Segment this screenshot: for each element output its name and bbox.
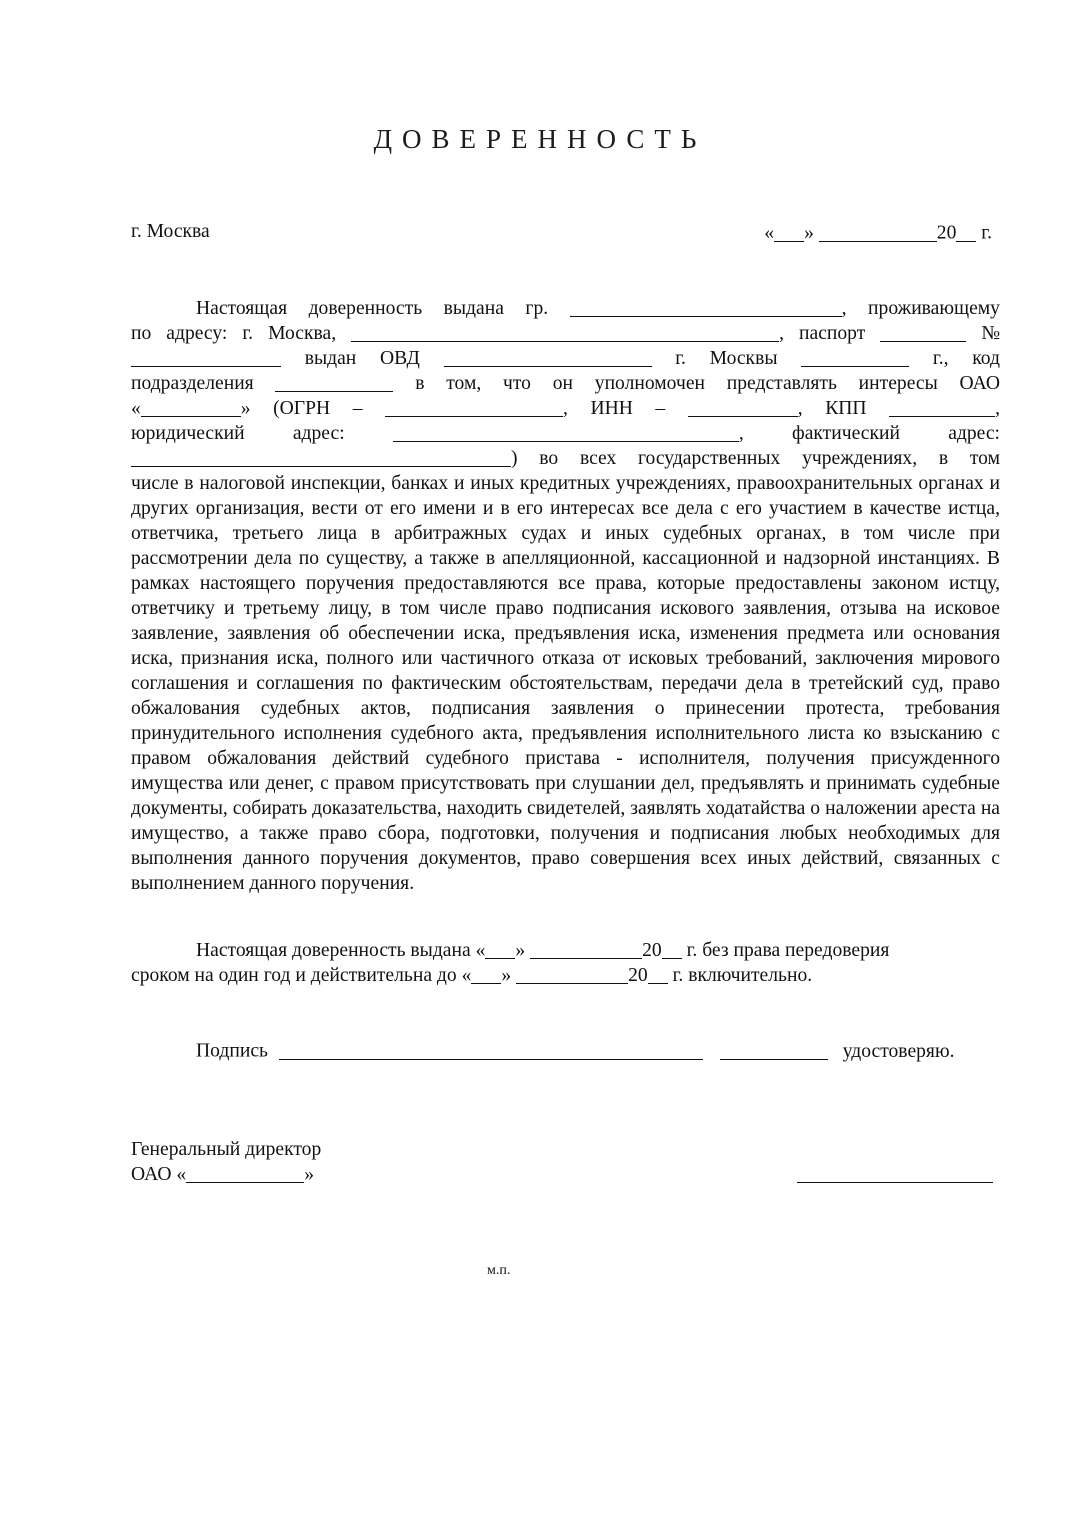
validity-line-2 <box>131 963 1000 988</box>
director-title: Генеральный директор <box>131 1139 322 1160</box>
passport-date-blank <box>801 346 909 367</box>
paragraph-rest: числе в налоговой инспекции, банках и иных кредитных учреждениях, правоохранительных органах и других организация, вести от его имени и в его интересах все дела с его участием в качестве истца, ответчика, третьего лица в арбитражных судах и иных судебных органах, в том числе при рассмотрении дела по существу, а также в апелляционной, кассационной и надзорной инстанциях. В рамках настоящего поручения предоставляются все права, которые предоставлены законом истцу, ответчику и третьему лицу, в том числе право подписания искового заявления, отзыва на исковое заявление, заявления об обеспечении иска, предъявления иска, изменения предмета или основания иска, признания иска, полного или частичного отказа от исковых требований, заключения мирового соглашения и соглашения по фактическим обстоятельствам, передачи дела в третейский суд, право обжалования судебных актов, подписания заявления о принесении протеста, требования принудительного исполнения судебного акта, предъявления исполнительного листа ко взысканию с правом обжалования действий судебного пристава - исполнителя, получения присужденного имущества или денег, с правом присутствовать при слушании дел, предъявлять и принимать судебные документы, собирать доказательства, находить свидетелей, заявлять ходатайства о наложении ареста на имущество, а также право сбора, подготовки, получения и подписания любых необходимых для выполнения данного поручения документов, право совершения всех иных действий, связанных с выполнением данного поручения. <box>131 473 1000 894</box>
valid-month-blank <box>516 963 628 984</box>
line-4 <box>131 371 1000 396</box>
validity-line-1 <box>131 938 1000 963</box>
passport-number-blank <box>131 346 281 367</box>
line-2 <box>131 321 1000 346</box>
passport-series-blank <box>880 321 966 342</box>
signature-name-blank <box>720 1039 828 1060</box>
line-6 <box>131 421 1000 446</box>
address-blank <box>351 321 779 342</box>
issue-date <box>764 221 992 245</box>
text-legal-address: юридический адрес: <box>131 423 345 444</box>
line-3 <box>131 346 1000 371</box>
text-kpp: , КПП <box>797 398 867 419</box>
text-issued-date: Настоящая доверенность выдана « <box>196 940 486 961</box>
text-close-quote-1: » <box>515 940 526 961</box>
date-close-quote: » <box>804 222 814 244</box>
year-prefix: 20 <box>936 222 957 244</box>
org-suffix: » <box>304 1164 314 1185</box>
city: г. Москва <box>131 221 210 242</box>
validity-paragraph <box>131 938 1000 988</box>
inn-blank <box>688 396 798 417</box>
subdivision-code-blank <box>275 371 393 392</box>
org-prefix: ОАО « <box>131 1164 187 1185</box>
text-issued-to: Настоящая доверенность выдана гр. <box>196 298 549 319</box>
date-open-quote: « <box>764 222 775 244</box>
text-number-sign: № <box>981 323 1001 344</box>
text-valid-until: сроком на один год и действительна до « <box>131 965 472 986</box>
document-title: ДОВЕРЕННОСТЬ <box>373 124 707 154</box>
citizen-name-blank <box>570 296 842 317</box>
director-org <box>131 1162 321 1187</box>
text-inclusive: г. включительно. <box>667 965 813 986</box>
month-blank <box>819 221 937 242</box>
text-passport: , паспорт <box>779 323 866 344</box>
year-blank <box>956 221 976 242</box>
text-no-delegation: г. без права передоверия <box>681 940 890 961</box>
text-all-institutions: ) во всех государственных учреждениях, в том <box>511 448 1000 469</box>
text-ogrn: » (ОГРН – <box>240 398 363 419</box>
director-signature-blank <box>797 1182 993 1183</box>
signature-label: Подпись <box>196 1040 268 1062</box>
ovd-blank <box>444 346 652 367</box>
text-address: по адресу: г. Москва, <box>131 323 337 344</box>
text-code: г., код <box>932 348 1000 369</box>
valid-day-blank <box>471 963 501 984</box>
kpp-blank <box>889 396 995 417</box>
ogrn-blank <box>385 396 563 417</box>
signature-blank <box>279 1039 703 1060</box>
text-close-quote-2: » <box>501 965 512 986</box>
text-comma: , <box>995 398 1000 419</box>
text-actual-address: , фактический адрес: <box>738 423 1000 444</box>
org-name-blank <box>186 1162 304 1183</box>
valid-year-blank <box>648 963 668 984</box>
text-year-2: 20 <box>628 965 648 986</box>
text-inn: , ИНН – <box>563 398 666 419</box>
text-subdivision: подразделения <box>131 373 254 394</box>
certify-text: удостоверяю. <box>842 1040 955 1062</box>
text-quote-open: « <box>131 398 141 419</box>
legal-address-blank <box>393 421 739 442</box>
text-residing: , проживающему <box>841 298 1000 319</box>
issued-month-blank <box>530 938 642 959</box>
line-7 <box>131 446 1000 471</box>
signature-line <box>196 1039 954 1063</box>
line-5 <box>131 396 1000 421</box>
director-block <box>131 1137 321 1187</box>
main-paragraph <box>131 296 1000 896</box>
text-issued-by: выдан ОВД <box>304 348 420 369</box>
line-1 <box>131 296 1000 321</box>
text-authorized: в том, что он уполномочен представлять интересы ОАО <box>415 373 1001 394</box>
day-blank <box>774 221 804 242</box>
text-year-1: 20 <box>642 940 662 961</box>
issued-year-blank <box>662 938 682 959</box>
stamp-place: м.п. <box>487 1263 511 1278</box>
company-name-blank <box>141 396 241 417</box>
year-suffix: г. <box>976 222 992 244</box>
actual-address-blank <box>131 446 511 467</box>
text-moscow: г. Москвы <box>675 348 778 369</box>
issued-day-blank <box>485 938 515 959</box>
